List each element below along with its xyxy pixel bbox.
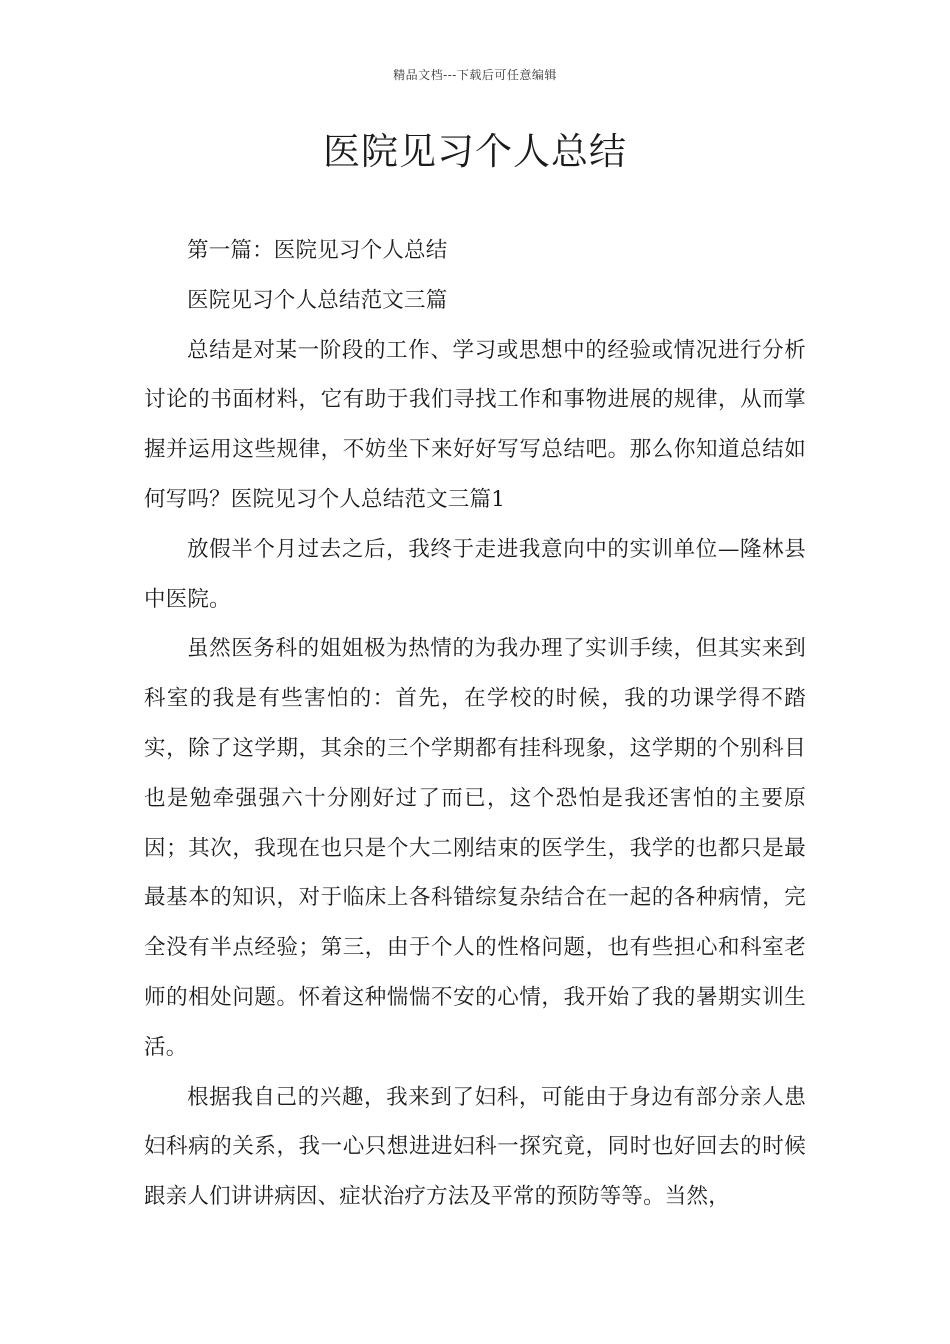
document-title: 医院见习个人总结 xyxy=(323,130,627,173)
paragraph-3: 总结是对某一阶段的工作、学习或思想中的经验或情况进行分析讨论的书面材料，它有助于我们寻找工作和事物进展的规律，从而掌握并运用这些规律，不妨坐下来好好写写总结吧。那么你知道总结如何写吗？医院见习个人总结范文三篇1 xyxy=(144,337,806,512)
header-note: 精品文档---下载后可任意编辑 xyxy=(393,68,557,82)
document-body xyxy=(144,226,806,1222)
paragraph-2: 医院见习个人总结范文三篇 xyxy=(187,287,448,313)
paragraph-6: 根据我自己的兴趣，我来到了妇科，可能由于身边有部分亲人患妇科病的关系，我一心只想进进妇科一探究竟，同时也好回去的时候跟亲人们讲讲病因、症状治疗方法及平常的预防等等。当然， xyxy=(144,1084,806,1210)
paragraph-1: 第一篇：医院见习个人总结 xyxy=(187,238,448,263)
paragraph-5: 虽然医务科的姐姐极为热情的为我办理了实训手续，但其实来到科室的我是有些害怕的：首先，在学校的时候，我的功课学得不踏实，除了这学期，其余的三个学期都有挂科现象，这学期的个别科目也是勉牵强强六十分刚好过了而已，这个恐怕是我还害怕的主要原因；其次，我现在也只是个大二刚结束的医学生，我学的也都只是最最基本的知识，对于临床上各科错综复杂结合在一起的各种病情，完全没有半点经验；第三，由于个人的性格问题，也有些担心和科室老师的相处问题。怀着这种惴惴不安的心情，我开始了我的暑期实训生活。 xyxy=(144,636,806,1060)
paragraph-4: 放假半个月过去之后，我终于走进我意向中的实训单位—隆林县中医院。 xyxy=(144,536,806,612)
